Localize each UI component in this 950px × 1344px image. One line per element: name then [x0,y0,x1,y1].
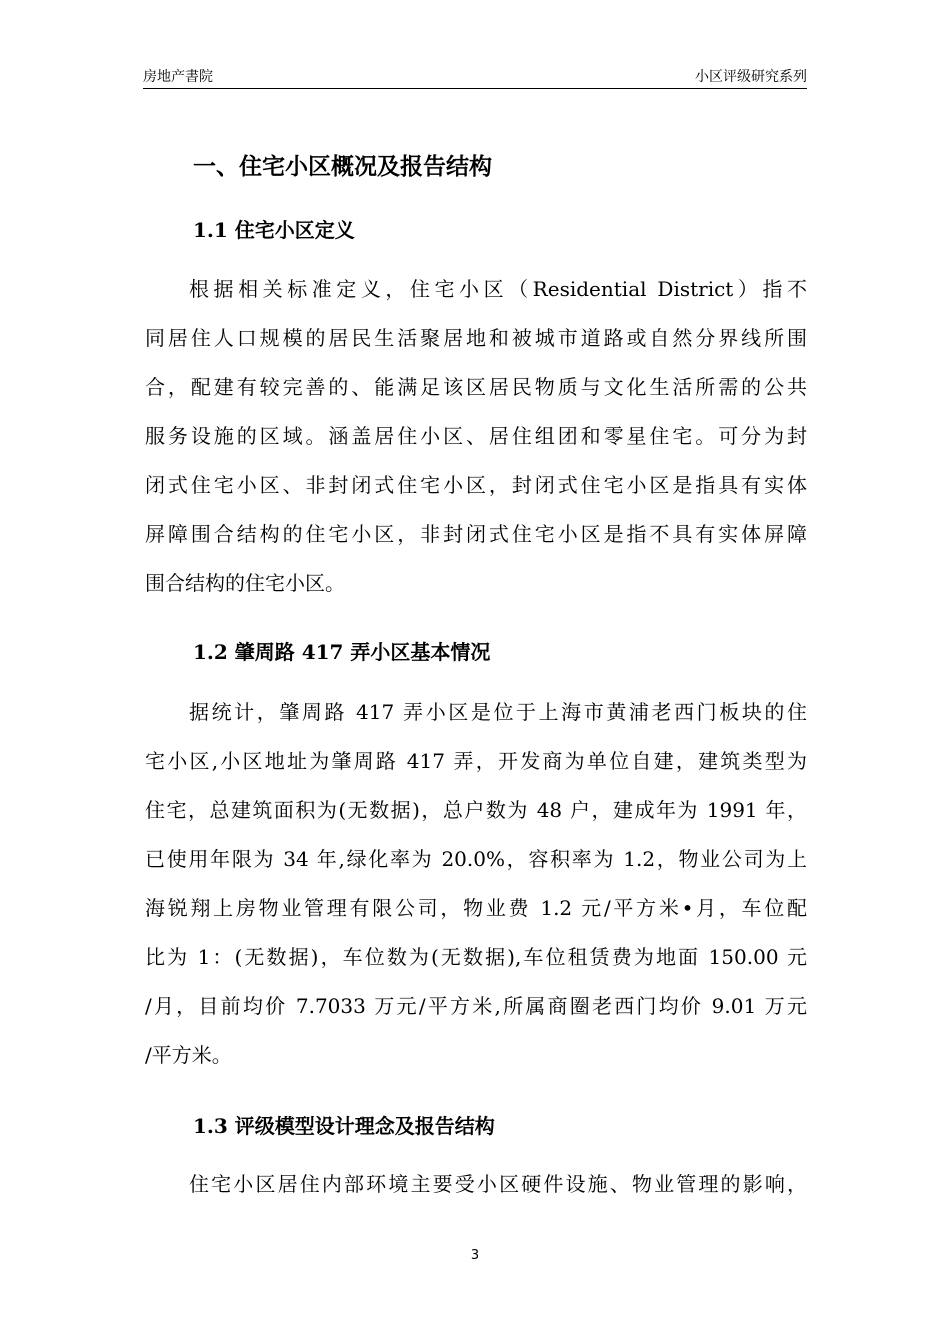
paragraph-line: /平方米。 [145,1043,232,1067]
paragraph-line: 根据相关标准定义，住宅小区（Residential District）指不 [189,277,807,301]
paragraph-line: 屏障围合结构的住宅小区，非封闭式住宅小区是指不具有实体屏障 [145,522,807,546]
paragraph-line: 住宅，总建筑面积为(无数据)，总户数为 48 户，建成年为 1991 年， [145,798,807,822]
paragraph-line: 服务设施的区域。涵盖居住小区、居住组团和零星住宅。可分为封 [145,424,807,448]
header-publisher: 房地产書院 [143,69,213,85]
paragraph-line: 同居住人口规模的居民生活聚居地和被城市道路或自然分界线所围 [145,326,807,350]
paragraph-line: 住宅小区居住内部环境主要受小区硬件设施、物业管理的影响， [189,1172,807,1196]
subsection-title-1-1: 1.1 住宅小区定义 [193,218,355,242]
subsection-title-1-2: 1.2 肇周路 417 弄小区基本情况 [193,640,491,664]
paragraph-line: 闭式住宅小区、非封闭式住宅小区，封闭式住宅小区是指具有实体 [145,473,807,497]
paragraph-line: /月，目前均价 7.7033 万元/平方米,所属商圈老西门均价 9.01 万元 [145,994,807,1018]
paragraph-line: 合，配建有较完善的、能满足该区居民物质与文化生活所需的公共 [145,375,807,399]
paragraph-line: 宅小区,小区地址为肇周路 417 弄，开发商为单位自建，建筑类型为 [145,749,807,773]
paragraph-line: 已使用年限为 34 年,绿化率为 20.0%，容积率为 1.2，物业公司为上 [145,847,807,871]
paragraph-line: 海锐翔上房物业管理有限公司，物业费 1.2 元/平方米•月，车位配 [145,896,807,920]
page-header [143,64,807,89]
subsection-title-1-3: 1.3 评级模型设计理念及报告结构 [193,1114,495,1138]
paragraph-line: 比为 1：(无数据)，车位数为(无数据),车位租赁费为地面 150.00 元 [145,945,807,969]
paragraph-line: 围合结构的住宅小区。 [145,571,345,595]
paragraph-model-design [145,1160,807,1209]
page-number: 3 [470,1248,480,1263]
paragraph-basic-info [145,688,807,1080]
paragraph-line: 据统计，肇周路 417 弄小区是位于上海市黄浦老西门板块的住 [189,700,807,724]
header-series: 小区评级研究系列 [695,69,807,85]
section-title: 一、住宅小区概况及报告结构 [193,153,492,180]
paragraph-definition [145,265,807,608]
